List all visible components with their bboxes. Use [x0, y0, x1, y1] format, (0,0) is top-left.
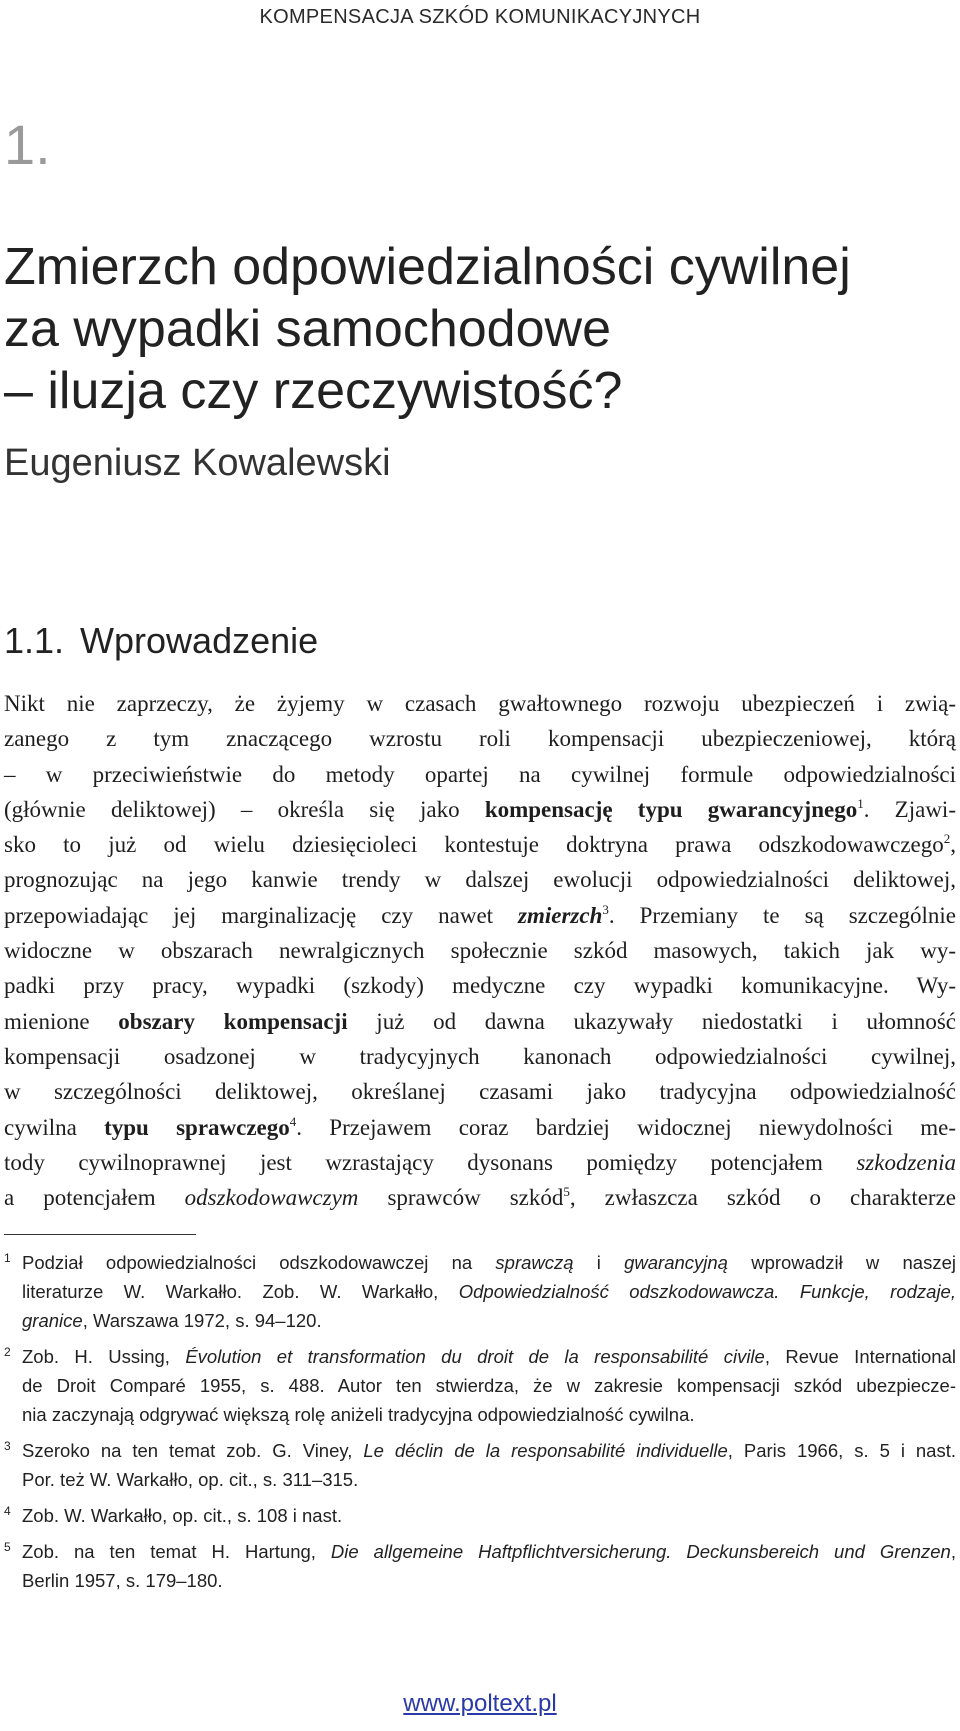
- text-line: [22, 1436, 956, 1465]
- section-number: 1.1.: [4, 620, 65, 661]
- footnote-ref[interactable]: 1: [857, 795, 864, 811]
- text-run: zanego z tym znaczącego wzrostu roli kompensacji ubezpieczeniowej, którą: [4, 726, 956, 752]
- text-run: Podział odpowiedzialności odszkodowawczej na: [22, 1252, 496, 1273]
- text-line: [4, 792, 956, 827]
- section-heading: [4, 620, 318, 662]
- bold-term: kompensację typu gwarancyjnego: [484, 796, 858, 822]
- italic-term: Odpowiedzialność odszkodowawcza. Funkcje, rodzaje,: [458, 1281, 956, 1302]
- text-run: , Paris 1966, s. 5 i nast.: [727, 1440, 956, 1461]
- text-line: [4, 1004, 956, 1039]
- footnote-item: [4, 1501, 956, 1530]
- text-run: mienione: [4, 1008, 119, 1034]
- text-line: [4, 757, 956, 792]
- text-run: Zob. H. Ussing,: [22, 1346, 186, 1367]
- text-run: (głównie deliktowej) – określa się jako: [4, 796, 485, 822]
- text-run: Szeroko na ten temat zob. G. Viney,: [22, 1440, 364, 1461]
- text-line: [4, 1145, 956, 1180]
- italic-term: odszkodowawczym: [184, 1185, 359, 1211]
- running-head: KOMPENSACJA SZKÓD KOMUNIKACYJNYCH: [259, 6, 701, 28]
- text-line: [22, 1400, 956, 1429]
- text-run: a potencjałem: [4, 1185, 185, 1211]
- italic-term: granice: [22, 1310, 83, 1331]
- text-line: [4, 721, 956, 756]
- text-run: cywilna: [4, 1114, 105, 1140]
- section-title: Wprowadzenie: [80, 620, 319, 661]
- text-run: de Droit Comparé 1955, s. 488. Autor ten stwierdza, że w zakresie kompensacji szkód ubezpiecze-: [22, 1375, 956, 1396]
- text-run: Zob. W. Warkałło, op. cit., s. 108 i nast.: [22, 1505, 343, 1526]
- text-line: [22, 1342, 956, 1371]
- text-run: , Warszawa 1972, s. 94–120.: [82, 1310, 322, 1331]
- footnote-item: [4, 1248, 956, 1335]
- text-line: [22, 1465, 956, 1494]
- footnotes: [4, 1248, 956, 1602]
- text-run: sprawców szkód: [358, 1185, 564, 1211]
- bold-term: obszary kompensacji: [118, 1008, 348, 1034]
- text-line: [4, 968, 956, 1003]
- body-paragraph: [4, 686, 956, 1215]
- italic-term: sprawczą: [495, 1252, 574, 1273]
- text-run: . Przejawem coraz bardziej widocznej niewydolności me-: [296, 1114, 956, 1140]
- footnote-number: 4: [4, 1504, 11, 1518]
- footnote-item: [4, 1537, 956, 1595]
- text-line: [4, 686, 956, 721]
- text-run: Nikt nie zaprzeczy, że żyjemy w czasach gwałtownego rozwoju ubezpieczeń i zwią-: [4, 691, 956, 716]
- text-run: Zob. na ten temat H. Hartung,: [22, 1541, 331, 1562]
- text-line: [4, 827, 956, 862]
- text-run: padki przy pracy, wypadki (szkody) medyczne czy wypadki komunikacyjne. Wy-: [4, 973, 956, 999]
- author-name: Eugeniusz Kowalewski: [4, 442, 391, 484]
- chapter-title-line: – iluzja czy rzeczywistość?: [4, 362, 623, 420]
- text-line: [22, 1248, 956, 1277]
- chapter-title-line: za wypadki samochodowe: [4, 300, 611, 358]
- text-line: [4, 898, 956, 933]
- text-run: widoczne w obszarach newralgicznych społecznie szkód masowych, takich jak wy-: [4, 938, 956, 964]
- text-run: ,: [950, 832, 956, 858]
- text-line: [4, 933, 956, 968]
- text-run: Por. też W. Warkałło, op. cit., s. 311–315.: [22, 1469, 359, 1490]
- text-run: kompensacji osadzonej w tradycyjnych kanonach odpowiedzialności cywilnej,: [4, 1043, 956, 1069]
- footnote-item: [4, 1342, 956, 1429]
- text-run: – w przeciwieństwie do metody opartej na cywilnej formule odpowiedzialności: [4, 761, 956, 787]
- text-line: [4, 1180, 956, 1215]
- text-run: w szczególności deliktowej, określanej czasami jako tradycyjna odpowiedzialność: [4, 1079, 956, 1105]
- text-run: prognozując na jego kanwie trendy w dalszej ewolucji odpowiedzialności deliktowej,: [4, 867, 956, 893]
- website-link[interactable]: www.poltext.pl: [403, 1690, 557, 1717]
- text-line: [4, 862, 956, 897]
- text-run: sko to już od wielu dziesięcioleci kontestuje doktryna prawa odszkodowawczego: [4, 832, 944, 858]
- footnote-item: [4, 1436, 956, 1494]
- italic-term: szkodzenia: [856, 1149, 956, 1175]
- page-footer: [0, 1690, 960, 1718]
- text-run: . Zjawi-: [863, 796, 956, 822]
- text-line: [22, 1371, 956, 1400]
- footnote-number: 1: [4, 1251, 11, 1265]
- footnote-ref[interactable]: 2: [943, 831, 951, 847]
- italic-term: Le déclin de la responsabilité individuelle: [363, 1440, 728, 1461]
- text-run: literaturze W. Warkałło. Zob. W. Warkałło,: [22, 1281, 459, 1302]
- text-run: tody cywilnoprawnej jest wzrastający dysonans pomiędzy potencjałem: [4, 1149, 857, 1175]
- text-run: już od dawna ukazywały niedostatki i ułomność: [347, 1008, 956, 1034]
- footnote-number: 2: [4, 1345, 11, 1359]
- footnote-ref[interactable]: 4: [289, 1113, 297, 1129]
- text-run: Berlin 1957, s. 179–180.: [22, 1570, 223, 1591]
- italic-term: Évolution et transformation du droit de la responsabilité civile: [185, 1346, 765, 1367]
- text-run: przepowiadając jej marginalizację czy nawet: [4, 902, 519, 928]
- text-line: [22, 1566, 956, 1595]
- bold-term: typu sprawczego: [104, 1114, 290, 1140]
- footnote-number: 5: [4, 1540, 11, 1554]
- text-run: . Przemiany te są szczególnie: [608, 902, 957, 928]
- text-run: wprowadził w naszej: [727, 1252, 956, 1273]
- footnote-number: 3: [4, 1439, 11, 1453]
- text-line: [22, 1306, 956, 1335]
- text-line: [4, 1110, 956, 1145]
- footnote-ref[interactable]: 3: [602, 901, 609, 917]
- text-line: [22, 1501, 956, 1530]
- italic-term: gwarancyjną: [624, 1252, 728, 1273]
- italic-term: Die allgemeine Haftpflichtversicherung. Deckunsbereich und Grenzen: [330, 1541, 951, 1562]
- chapter-title-line: Zmierzch odpowiedzialności cywilnej: [4, 238, 851, 296]
- text-line: [4, 1074, 956, 1109]
- footnote-ref[interactable]: 5: [563, 1184, 570, 1200]
- bold-italic-term: zmierzch: [518, 902, 603, 928]
- chapter-number: 1.: [4, 113, 51, 176]
- text-run: ,: [950, 1541, 956, 1562]
- text-run: i: [573, 1252, 625, 1273]
- text-line: [22, 1537, 956, 1566]
- footnote-divider: [4, 1234, 196, 1235]
- text-run: , Revue International: [764, 1346, 956, 1367]
- text-run: , zwłaszcza szkód o charakterze: [569, 1185, 956, 1211]
- chapter-title: [4, 236, 954, 422]
- text-run: nia zaczynają odgrywać większą rolę aniżeli tradycyjna odpowiedzialność cywilna.: [22, 1404, 695, 1425]
- text-line: [4, 1039, 956, 1074]
- text-line: [22, 1277, 956, 1306]
